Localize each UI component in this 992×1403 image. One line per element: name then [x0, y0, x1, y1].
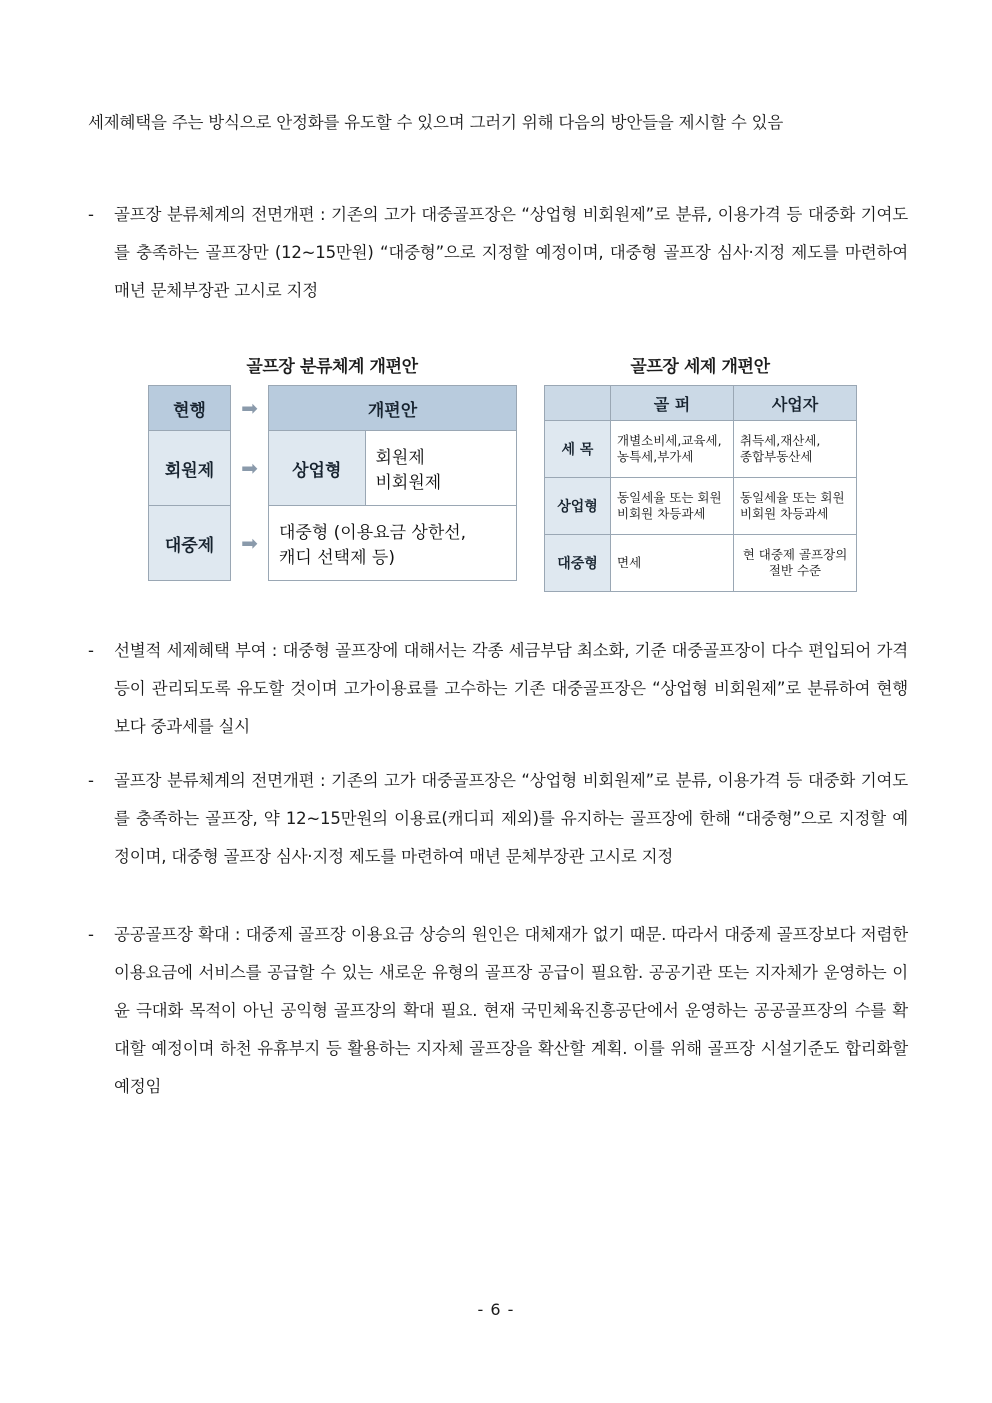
arrow-right-icon: ➡ — [241, 531, 258, 555]
cell-commercial-operator — [734, 478, 857, 535]
cell-arrow — [231, 431, 269, 506]
table-row — [149, 431, 517, 506]
cell-text-line: 대중형 (이용요금 상한선, — [279, 523, 467, 543]
cell-text-line: 비회원 차등과세 — [617, 506, 706, 521]
cell-text: 현행 — [149, 386, 230, 430]
cell-text: 대중제 — [149, 506, 230, 580]
figure-tax-reform — [544, 352, 856, 592]
bullet-item — [88, 632, 908, 746]
cell-text-line: 면세 — [617, 555, 642, 570]
cell-arrow — [231, 386, 269, 431]
table-row — [149, 506, 517, 581]
cell-public-operator — [734, 535, 857, 592]
bullet-dash: - — [88, 925, 94, 944]
cell-arrow — [231, 506, 269, 581]
table-row — [545, 535, 857, 592]
cell-text-line: 개별소비세,교육세, — [617, 433, 722, 448]
cell-text-line: 절반 수준 — [768, 563, 822, 578]
bullet-item — [88, 916, 908, 1106]
cell-text: 골 퍼 — [611, 386, 733, 420]
figure-left-title: 골프장 분류체계 개편안 — [246, 357, 418, 377]
cell-public-label — [545, 535, 611, 592]
bullet-dash: - — [88, 771, 94, 790]
arrow-right-icon: ➡ — [241, 396, 258, 420]
cell-corner — [545, 386, 611, 421]
paragraph-text: 세제혜택을 주는 방식으로 안정화를 유도할 수 있으며 그러기 위해 다음의 방안들을 제시할 수 있음 — [88, 113, 784, 132]
paragraph-block-2 — [88, 196, 908, 310]
paragraph-block-5 — [88, 916, 908, 1106]
paragraph-block-1 — [88, 104, 908, 142]
cell-commercial-golfer — [611, 478, 734, 535]
cell-text: 개편안 — [269, 386, 516, 430]
cell-text-line: 캐디 선택제 등) — [279, 548, 395, 568]
cell-text: 상업형 — [545, 478, 610, 534]
table-row — [545, 478, 857, 535]
cell-golfer-header — [611, 386, 734, 421]
cell-public-current — [149, 506, 231, 581]
cell-text-line: 동일세율 또는 회원 — [740, 490, 845, 505]
table-row — [545, 421, 857, 478]
paragraph-text: 공공골프장 확대 : 대중제 골프장 이용요금 상승의 원인은 대체재가 없기 때문. 따라서 대중제 골프장보다 저렴한 이용요금에 서비스를 공급할 수 있는 새로운 유형의 골프장 공급이 필요함. 공공기관 또는 지자체가 운영하는 이윤 극대화 목적이 아닌 공익형 골프장의 확대 필요. 현재 국민체육진흥공단에서 운영하는 공공골프장의 수를 확대할 예정이며 하천 유휴부지 등 활용하는 지자체 골프장을 확산할 계획. 이를 위해 골프장 시설기준도 합리화할 예정임 — [114, 925, 908, 1096]
paragraph-block-4 — [88, 762, 908, 876]
cell-membership-current — [149, 431, 231, 506]
cell-public-golfer — [611, 535, 734, 592]
classification-table — [148, 385, 517, 581]
cell-commercial-type — [269, 431, 365, 505]
cell-text-line: 취득세,재산세, — [740, 433, 821, 448]
paragraph-block-3 — [88, 632, 908, 746]
cell-text: 상업형 — [269, 431, 365, 505]
cell-text-line: 현 대중제 골프장의 — [742, 547, 848, 562]
bullet-item — [88, 196, 908, 310]
paragraph-text: 선별적 세제혜택 부여 : 대중형 골프장에 대해서는 각종 세금부담 최소화, 기준 대중골프장이 다수 편입되어 가격 등이 관리되도록 유도할 것이며 고가이용료를 고수하는 기존 대중골프장은 “상업형 비회원제”로 분류하여 현행보다 중과세를 실시 — [114, 641, 908, 736]
cell-commercial-detail — [365, 431, 517, 505]
cell-operator-header — [734, 386, 857, 421]
arrow-right-icon: ➡ — [241, 456, 258, 480]
cell-text-line: 동일세율 또는 회원 — [617, 490, 722, 505]
cell-taxitem-golfer — [611, 421, 734, 478]
bullet-dash: - — [88, 641, 94, 660]
tax-table — [544, 385, 857, 592]
cell-text-line: 비회원 차등과세 — [740, 506, 829, 521]
cell-text: 사업자 — [734, 386, 856, 420]
cell-public-revised — [269, 506, 517, 581]
page-number: - 6 - — [477, 1300, 515, 1319]
cell-taxitem-operator — [734, 421, 857, 478]
cell-taxitem-label — [545, 421, 611, 478]
cell-revised-header — [269, 386, 517, 431]
cell-current-header — [149, 386, 231, 431]
paragraph-text: 골프장 분류체계의 전면개편 : 기존의 고가 대중골프장은 “상업형 비회원제”로 분류, 이용가격 등 대중화 기여도를 충족하는 골프장, 약 12~15만원의 이용료(캐디피 제외)를 유지하는 골프장에 한해 “대중형”으로 지정할 예정이며, 대중형 골프장 심사·지정 제도를 마련하여 매년 문체부장관 고시로 지정 — [114, 771, 908, 866]
cell-text-line: 종합부동산세 — [740, 449, 813, 464]
cell-text: 대중형 — [545, 535, 610, 591]
cell-text-line: 회원제 — [375, 448, 425, 468]
cell-membership-revised — [269, 431, 517, 506]
cell-text-line: 농특세,부가세 — [617, 449, 694, 464]
figure-classification-reform — [148, 352, 516, 581]
figure-right-title: 골프장 세제 개편안 — [630, 357, 770, 377]
cell-text: 회원제 — [149, 431, 230, 505]
cell-text — [545, 386, 610, 420]
cell-text: 세 목 — [545, 421, 610, 477]
bullet-dash: - — [88, 205, 94, 224]
bullet-item — [88, 762, 908, 876]
figure-group — [148, 352, 860, 592]
table-header-row — [545, 386, 857, 421]
cell-commercial-label — [545, 478, 611, 535]
cell-text-line: 비회원제 — [375, 473, 442, 493]
table-row — [149, 386, 517, 431]
paragraph-text: 골프장 분류체계의 전면개편 : 기존의 고가 대중골프장은 “상업형 비회원제”로 분류, 이용가격 등 대중화 기여도를 충족하는 골프장만 (12~15만원) “대중형”으로 지정할 예정이며, 대중형 골프장 심사·지정 제도를 마련하여 매년 문체부장관 고시로 지정 — [114, 205, 908, 300]
